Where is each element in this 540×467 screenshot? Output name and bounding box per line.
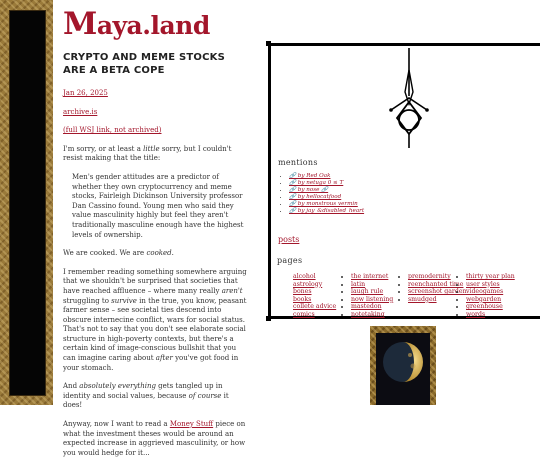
page-link[interactable]: smudged	[408, 295, 437, 303]
mention-link[interactable]: 🔗 by nose 🔗	[289, 187, 329, 194]
paragraph-cooked: We are cooked. We are cooked.	[63, 249, 174, 258]
page-link[interactable]: the internet	[351, 273, 389, 280]
page-link[interactable]: laugh rule	[351, 288, 384, 296]
full-wsj-link[interactable]: (full WSJ link, not archived)	[63, 126, 162, 135]
page-link[interactable]: bones	[293, 288, 312, 296]
page-link[interactable]: words	[466, 310, 486, 318]
page-link[interactable]: alcohol	[293, 273, 316, 280]
page-link[interactable]: webgarden	[466, 295, 502, 303]
pages-column-1	[286, 273, 344, 319]
sigil-icon	[383, 48, 435, 150]
page-link[interactable]: notetaking	[351, 310, 385, 318]
pages-column-4	[459, 273, 519, 319]
mention-link[interactable]: 🔗 by Red Oak	[289, 173, 331, 179]
page-link[interactable]: collete advice	[293, 303, 337, 311]
list-item	[289, 208, 364, 215]
moon-icon	[380, 339, 426, 385]
pages-grid	[286, 273, 540, 319]
page-link[interactable]: astrology	[293, 280, 323, 288]
page-link[interactable]: user styles	[466, 280, 500, 288]
mention-link[interactable]: 🔗 by monstrous vermin	[289, 201, 358, 208]
sidebar-panel	[268, 43, 540, 319]
page-link[interactable]: now listening	[351, 295, 394, 303]
left-gilded-frame	[0, 0, 53, 405]
page-link[interactable]: comics	[293, 310, 315, 318]
mention-link[interactable]: 🔗 by hellocatfood	[289, 194, 342, 201]
mention-link[interactable]: 🔗 by jay_&disabled_heart	[289, 208, 365, 215]
page-link[interactable]: books	[293, 295, 312, 303]
pages-heading: pages	[277, 256, 303, 265]
paragraph-money-stuff: Anyway, now I want to read a Money Stuff piece on what the investment theses would be around an expected increase in aggrieved masculinity, or how you would hedge for it...	[63, 420, 246, 457]
page-link[interactable]: latin	[351, 280, 366, 288]
quote-block: Men's gender attitudes are a predictor of whether they own cryptocurrency and meme stocks, Fairleigh Dickinson University professor Dan Cassino found. Young men who said they value masculinity highly but feel they aren't traditionally masculine enough have the highest levels of ownership.	[72, 172, 244, 239]
page-link[interactable]: mastedon	[351, 303, 382, 311]
mention-link[interactable]: 🔗 by netuga 0 ≤ T	[289, 180, 344, 187]
page-link[interactable]: reenchanted time	[408, 280, 464, 288]
money-stuff-link[interactable]: Money Stuff	[169, 420, 214, 429]
site-logo[interactable]	[63, 6, 210, 42]
page-link[interactable]: videogames	[466, 288, 504, 296]
archive-link[interactable]: archive.is	[63, 107, 98, 116]
left-frame-dark-panel	[9, 10, 46, 396]
page-link[interactable]: thirty year plan	[466, 273, 515, 280]
posts-link[interactable]: posts	[278, 235, 300, 244]
logo-text: aya.land	[96, 11, 210, 40]
paragraph-intro: I'm sorry, or at least a little sorry, but I couldn't resist making that the title:	[63, 144, 232, 163]
mentions-list	[289, 173, 364, 216]
mentions-heading: mentions	[278, 158, 318, 167]
article-title: CRYPTO AND MEME STOCKS ARE A BETA COPE	[63, 52, 226, 76]
pages-column-3	[401, 273, 467, 319]
page-link[interactable]: screenshot garden	[408, 288, 467, 296]
logo-initial: M	[63, 6, 97, 42]
article-date-link[interactable]: Jan 26, 2025	[63, 89, 108, 97]
page-link[interactable]: premodernity	[408, 273, 451, 280]
paragraph-identity: And absolutely everything gets tangled up in identity and social values, because of course it does!	[63, 382, 229, 410]
moon-frame	[370, 326, 436, 405]
paragraph-societies: I remember reading something somewhere arguing that we shouldn't be surprised that societies that have reached affluence – where many really aren't struggling to survive in the true, you know, peasant farmer sense – see societal ties descend into obscure internecine conflict, wars for social status. That's not to say that you don't see elaborate social structure in high-poverty contexts, but there's a certain kind of image-conscious bullshit that you can imagine caring about after you've got food in your stomach.	[63, 267, 247, 372]
page-link[interactable]: greenhouse	[466, 303, 503, 311]
pages-column-2	[344, 273, 401, 319]
